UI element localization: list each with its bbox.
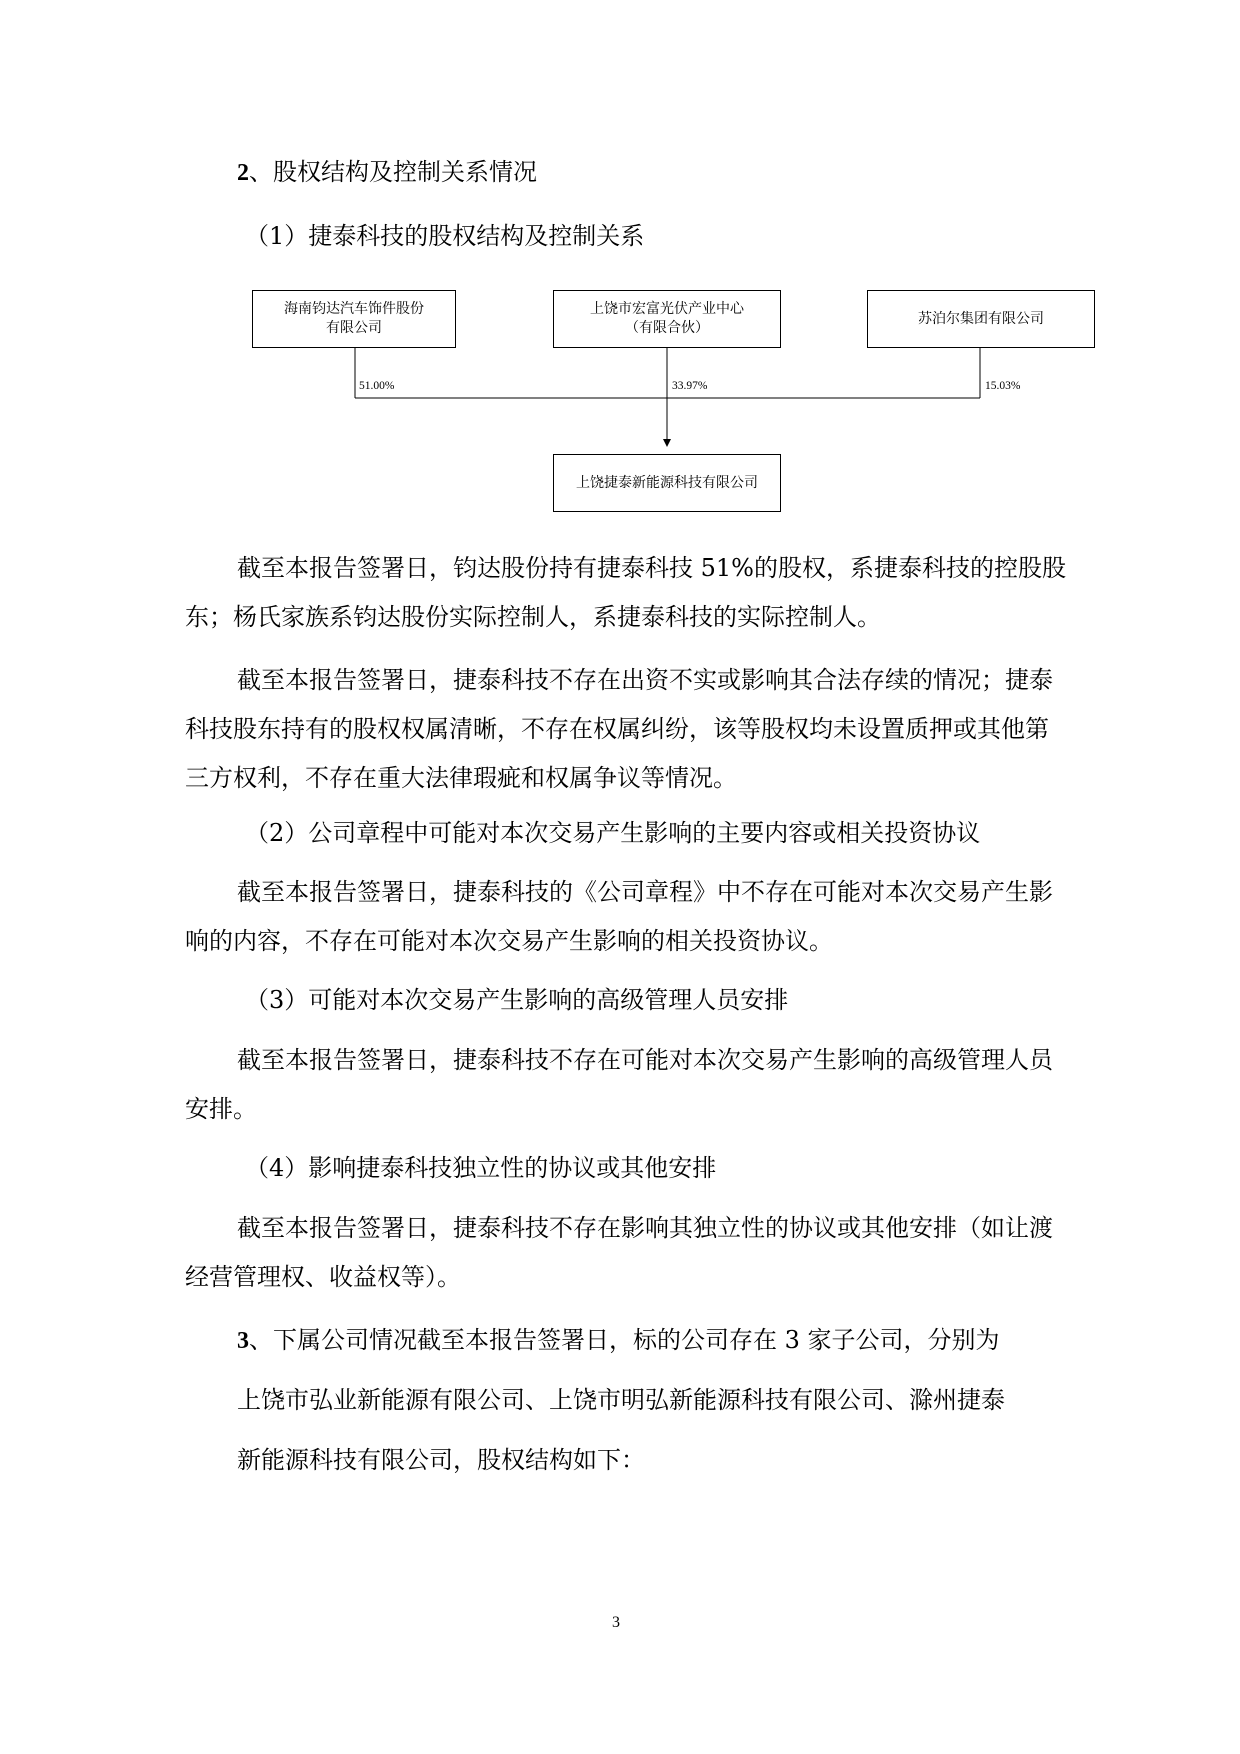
shareholder-box-hongfu bbox=[553, 290, 781, 348]
subsection-3-heading: （3）可能对本次交易产生影响的高级管理人员安排 bbox=[245, 986, 789, 1014]
share-pct-junda: 51.00% bbox=[359, 380, 395, 392]
section-3-line3: 新能源科技有限公司，股权结构如下： bbox=[237, 1446, 645, 1474]
shareholder-name-line1: 苏泊尔集团有限公司 bbox=[918, 310, 1044, 327]
para4-line1: 截至本报告签署日，捷泰科技不存在可能对本次交易产生影响的高级管理人员 bbox=[237, 1046, 1053, 1074]
shareholder-name-line2: （有限合伙） bbox=[625, 320, 709, 336]
subsection-4-heading: （4）影响捷泰科技独立性的协议或其他安排 bbox=[245, 1154, 717, 1182]
diagram-connector-lines bbox=[0, 0, 1240, 520]
para4-line2: 安排。 bbox=[185, 1095, 257, 1123]
subsection-2-heading: （2）公司章程中可能对本次交易产生影响的主要内容或相关投资协议 bbox=[245, 819, 981, 847]
target-company-box bbox=[553, 454, 781, 512]
share-pct-hongfu: 33.97% bbox=[672, 380, 708, 392]
para3-line2: 响的内容，不存在可能对本次交易产生影响的相关投资协议。 bbox=[185, 927, 833, 955]
shareholder-name-line2: 有限公司 bbox=[326, 320, 382, 336]
para5-line1: 截至本报告签署日，捷泰科技不存在影响其独立性的协议或其他安排（如让渡 bbox=[237, 1214, 1053, 1242]
target-company-name: 上饶捷泰新能源科技有限公司 bbox=[576, 474, 758, 491]
section-3-line1: 、下属公司情况截至本报告签署日，标的公司存在 3 家子公司，分别为 bbox=[249, 1326, 1000, 1354]
para2-line3: 三方权利，不存在重大法律瑕疵和权属争议等情况。 bbox=[185, 764, 737, 792]
para2-line1: 截至本报告签署日，捷泰科技不存在出资不实或影响其合法存续的情况；捷泰 bbox=[237, 666, 1053, 694]
section-2-title: 、股权结构及控制关系情况 bbox=[249, 158, 537, 186]
page-number: 3 bbox=[612, 1614, 620, 1631]
shareholder-name-line1: 上饶市宏富光伏产业中心 bbox=[590, 301, 744, 317]
section-3-number: 3 bbox=[237, 1328, 249, 1354]
section-3-heading bbox=[237, 1320, 1000, 1355]
shareholder-box-supor bbox=[867, 290, 1095, 348]
share-pct-supor: 15.03% bbox=[985, 380, 1021, 392]
para5-line2: 经营管理权、收益权等）。 bbox=[185, 1263, 461, 1291]
shareholder-box-junda bbox=[252, 290, 456, 348]
para1-line2: 东；杨氏家族系钧达股份实际控制人，系捷泰科技的实际控制人。 bbox=[185, 603, 881, 631]
shareholder-name-line1: 海南钧达汽车饰件股份 bbox=[284, 301, 424, 317]
para1-line1: 截至本报告签署日，钧达股份持有捷泰科技 51%的股权，系捷泰科技的控股股 bbox=[237, 554, 1066, 582]
para2-line2: 科技股东持有的股权权属清晰，不存在权属纠纷，该等股权均未设置质押或其他第 bbox=[185, 715, 1049, 743]
section-3-line2: 上饶市弘业新能源有限公司、上饶市明弘新能源科技有限公司、滁州捷泰 bbox=[237, 1386, 1005, 1414]
section-2-number: 2 bbox=[237, 160, 249, 186]
para3-line1: 截至本报告签署日，捷泰科技的《公司章程》中不存在可能对本次交易产生影 bbox=[237, 878, 1053, 906]
subsection-1-heading: （1）捷泰科技的股权结构及控制关系 bbox=[245, 222, 645, 250]
